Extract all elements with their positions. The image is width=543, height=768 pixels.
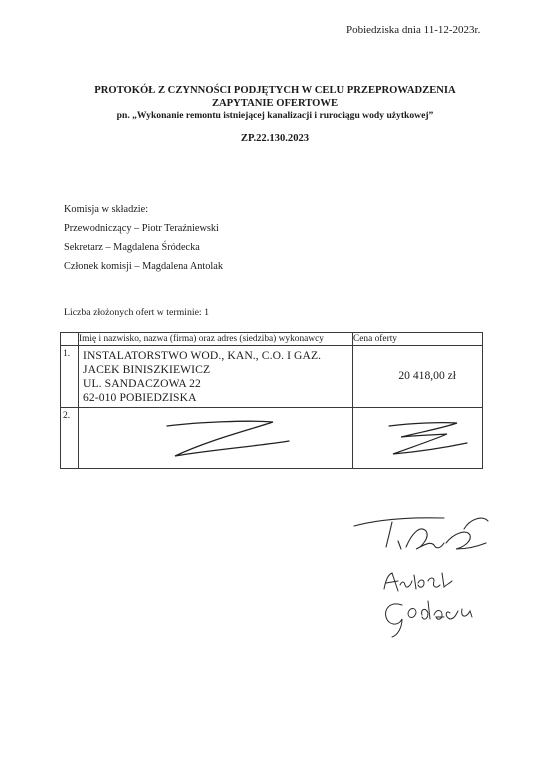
table-header-row [61, 333, 483, 346]
commission-heading: Komisja w składzie: [64, 204, 149, 215]
signatures-block [340, 505, 540, 645]
header-contractor: Imię i nazwisko, nazwa (firma) oraz adres (siedziba) wykonawcy [79, 333, 353, 346]
contractor-line: 62-010 POBIEDZISKA [83, 391, 197, 404]
strike-mark-icon [353, 408, 483, 468]
signature-srodecka [386, 601, 472, 637]
title-subject: pn. „Wykonanie remontu istniejącej kanalizacji i rurociągu wody użytkowej” [116, 110, 434, 121]
price-cell: 20 418,00 zł [353, 346, 483, 408]
title-line-1: PROTOKÓŁ Z CZYNNOŚCI PODJĘTYCH W CELU PRZEPROWADZENIA [94, 85, 456, 96]
commission-list [64, 200, 223, 276]
contractor-line: JACEK BINISZKIEWICZ [83, 363, 211, 376]
contractor-line: INSTALATORSTWO WOD., KAN., C.O. I GAZ. [83, 349, 322, 362]
offers-count: Liczba złożonych ofert w terminie: 1 [64, 307, 209, 318]
offers-table [60, 332, 483, 469]
title-line-2: ZAPYTANIE OFERTOWE [211, 97, 339, 109]
commission-chair: Przewodniczący – Piotr Teraźniewski [64, 223, 219, 234]
table-row [61, 346, 483, 408]
table-row [61, 408, 483, 469]
header-price: Cena oferty [353, 333, 483, 346]
crossed-out-contractor-cell [79, 408, 353, 469]
commission-member: Członek komisji – Magdalena Antolak [64, 261, 224, 272]
row-number: 1. [61, 346, 79, 408]
handwritten-signatures [340, 505, 540, 645]
signature-antolak [384, 573, 452, 591]
crossed-out-price-cell [353, 408, 483, 469]
document-title [70, 85, 480, 145]
row-number: 2. [61, 408, 79, 469]
strike-mark-icon [79, 408, 353, 468]
contractor-cell [79, 346, 353, 408]
commission-secretary: Sekretarz – Magdalena Śródecka [64, 242, 200, 253]
place-date: Pobiedziska dnia 11-12-2023r. [346, 24, 481, 36]
case-number: ZP.22.130.2023 [240, 132, 310, 144]
signature-chair [354, 518, 488, 549]
contractor-line: UL. SANDACZOWA 22 [83, 377, 201, 390]
header-lp [61, 333, 79, 346]
